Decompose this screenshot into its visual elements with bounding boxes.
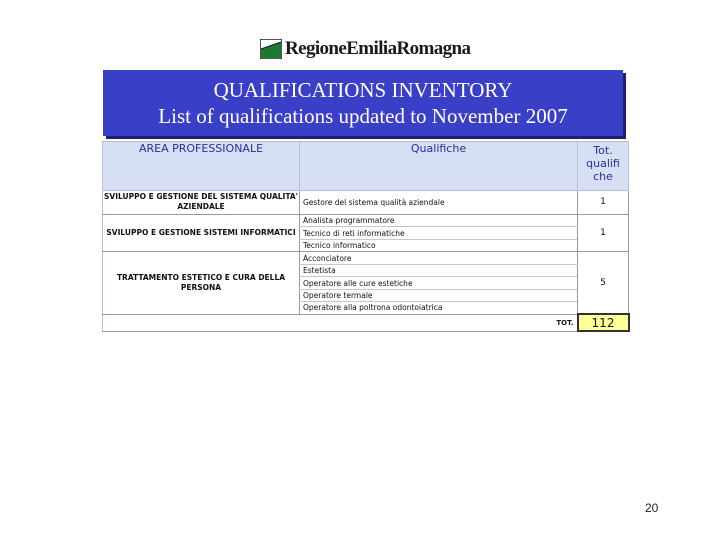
qualification-cell: Operatore alle cure estetiche xyxy=(300,277,578,289)
area-cell: TRATTAMENTO ESTETICO E CURA DELLA PERSONA xyxy=(103,252,300,314)
logo-text: RegioneEmiliaRomagna xyxy=(285,38,471,59)
title-banner xyxy=(103,70,623,136)
qualifications-table xyxy=(102,141,630,332)
count-cell: 1 xyxy=(578,190,629,214)
qualification-cell: Gestore del sistema qualità aziendale xyxy=(300,190,578,214)
qualification-cell: Analista programmatore xyxy=(300,214,578,226)
table-row xyxy=(103,214,629,226)
qualification-cell: Tecnico di reti informatiche xyxy=(300,227,578,239)
count-cell: 1 xyxy=(578,214,629,251)
total-row xyxy=(103,314,629,331)
total-label: TOT. xyxy=(103,314,578,331)
count-cell: 5 xyxy=(578,252,629,314)
qualification-cell: Estetista xyxy=(300,264,578,276)
table-row xyxy=(103,190,629,214)
header-qualifiche: Qualifiche xyxy=(300,142,578,191)
banner-title: QUALIFICATIONS INVENTORY xyxy=(213,78,513,102)
qualification-cell: Operatore termale xyxy=(300,289,578,301)
qualification-cell: Acconciatore xyxy=(300,252,578,264)
region-emblem-icon xyxy=(260,39,282,59)
table-row xyxy=(103,252,629,264)
header-tot: Tot. qualifi che xyxy=(578,142,629,191)
banner-subtitle: List of qualifications updated to November 2007 xyxy=(158,104,568,128)
page-number: 20 xyxy=(645,501,659,515)
total-value: 112 xyxy=(578,314,629,331)
qualification-cell: Tecnico informatico xyxy=(300,239,578,251)
qualification-cell: Operatore alla poltrona odontoiatrica xyxy=(300,302,578,314)
header-area: AREA PROFESSIONALE xyxy=(103,142,300,191)
area-cell: SVILUPPO E GESTIONE DEL SISTEMA QUALITA' AZIENDALE xyxy=(103,190,300,214)
area-cell: SVILUPPO E GESTIONE SISTEMI INFORMATICI xyxy=(103,214,300,251)
region-logo xyxy=(260,33,470,59)
table-header-row xyxy=(103,142,629,191)
